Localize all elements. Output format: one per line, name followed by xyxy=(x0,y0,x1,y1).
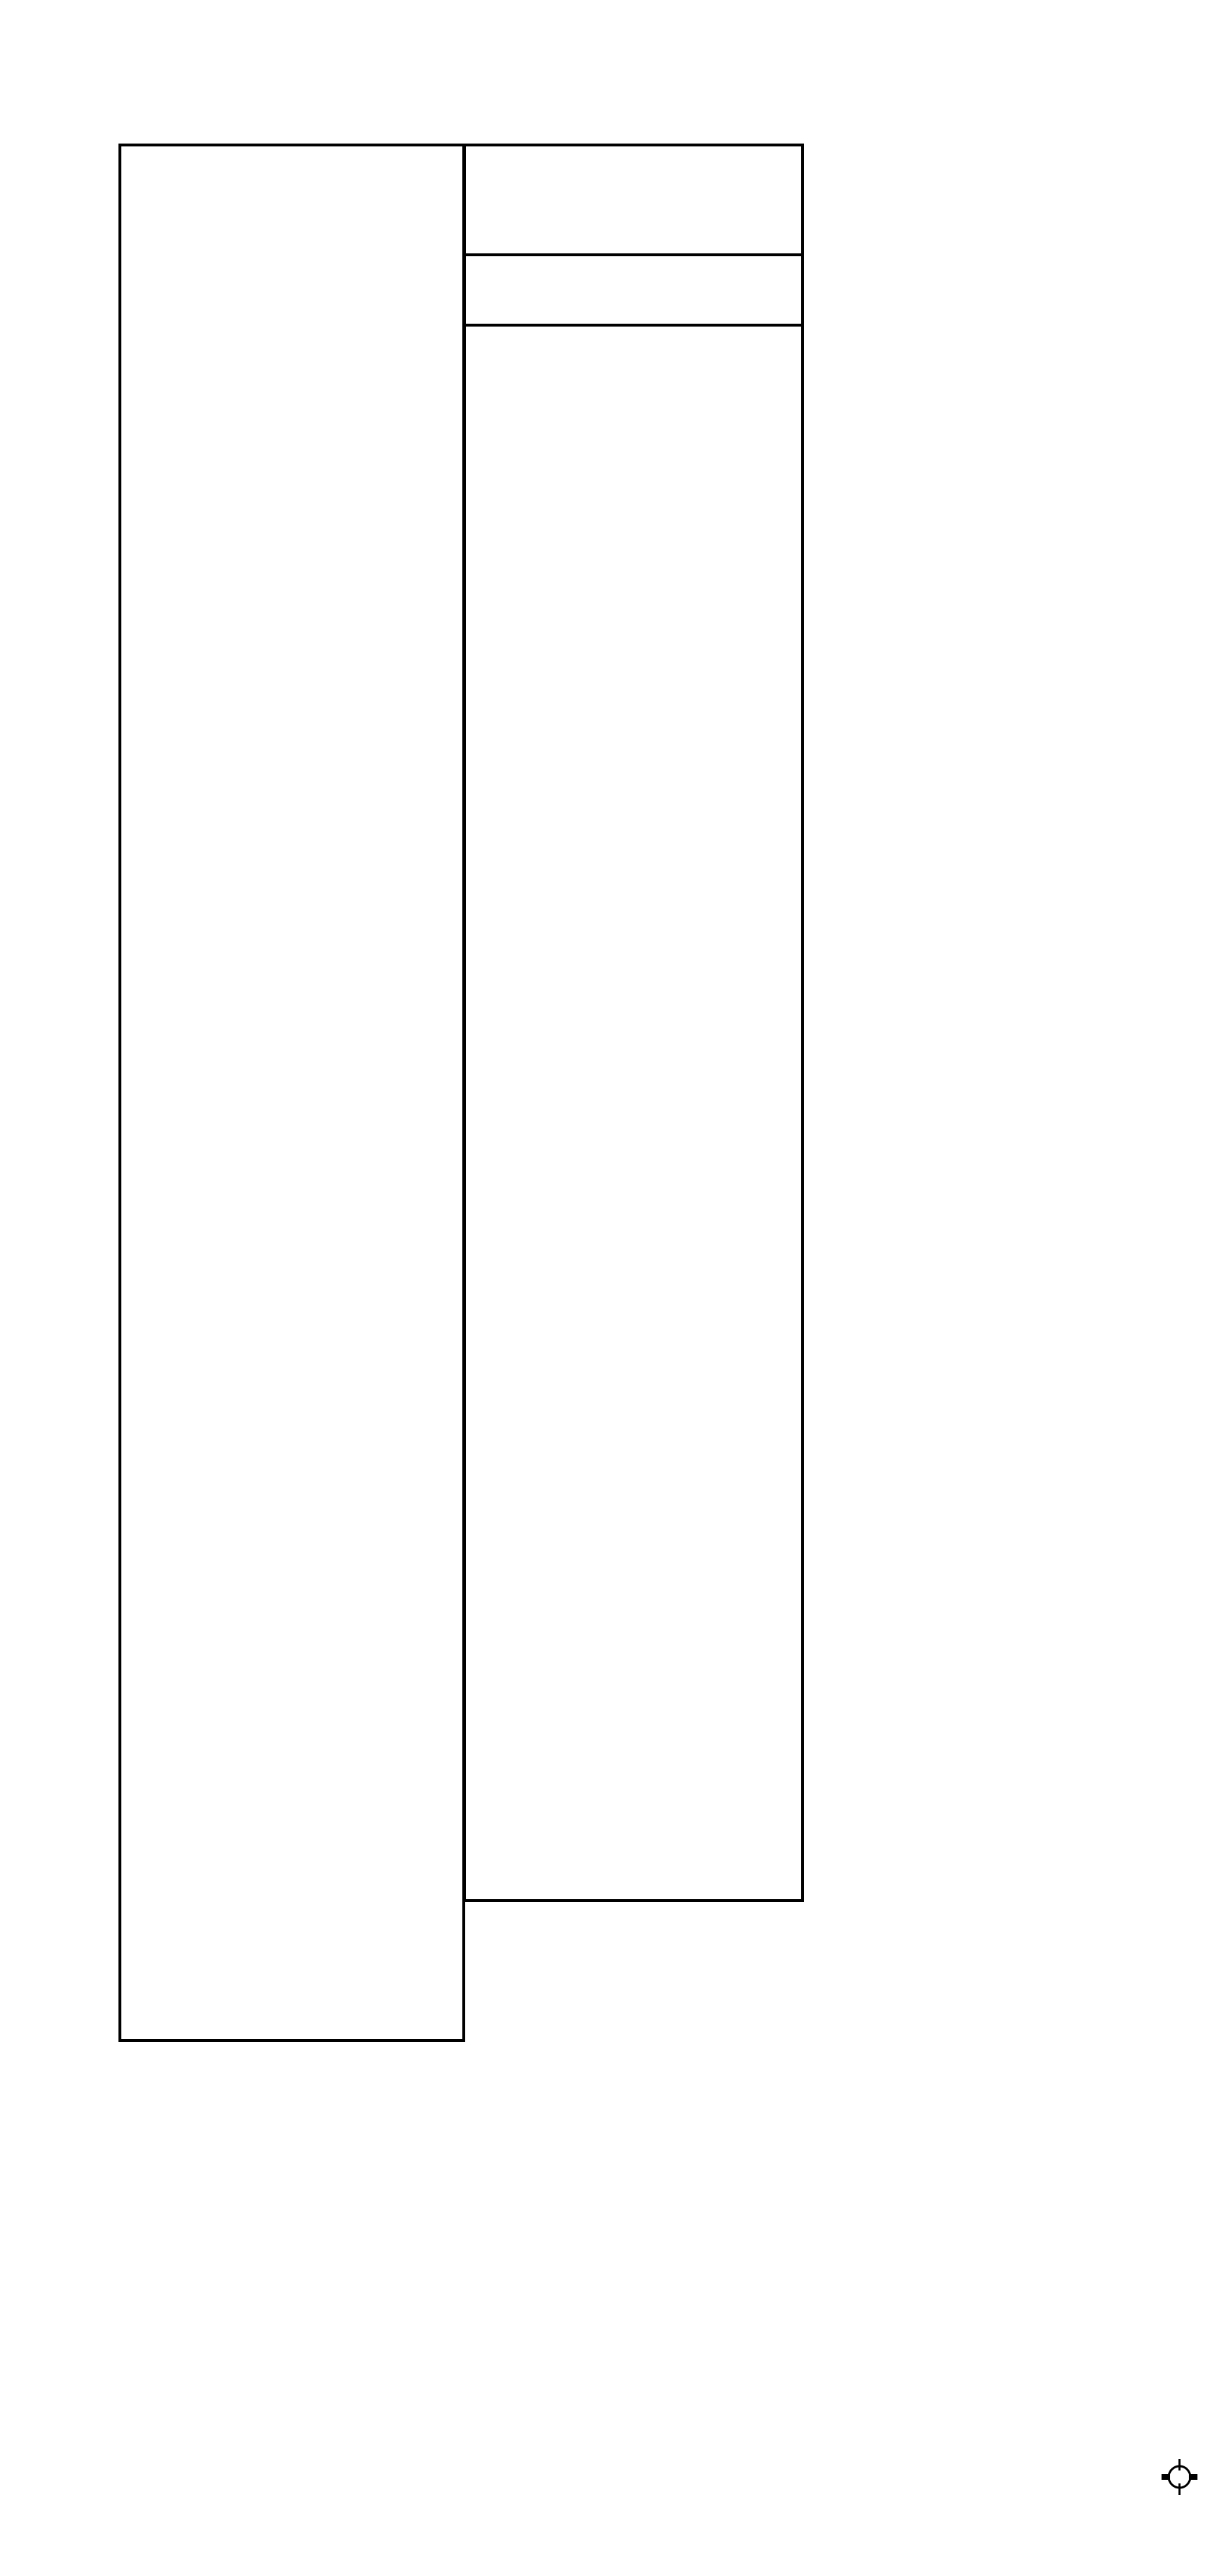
contests-column xyxy=(118,144,465,2042)
amendments-header xyxy=(466,146,801,256)
referendum-header xyxy=(466,256,801,327)
measures-column xyxy=(463,144,804,1902)
registration-target-icon xyxy=(1159,2456,1200,2498)
